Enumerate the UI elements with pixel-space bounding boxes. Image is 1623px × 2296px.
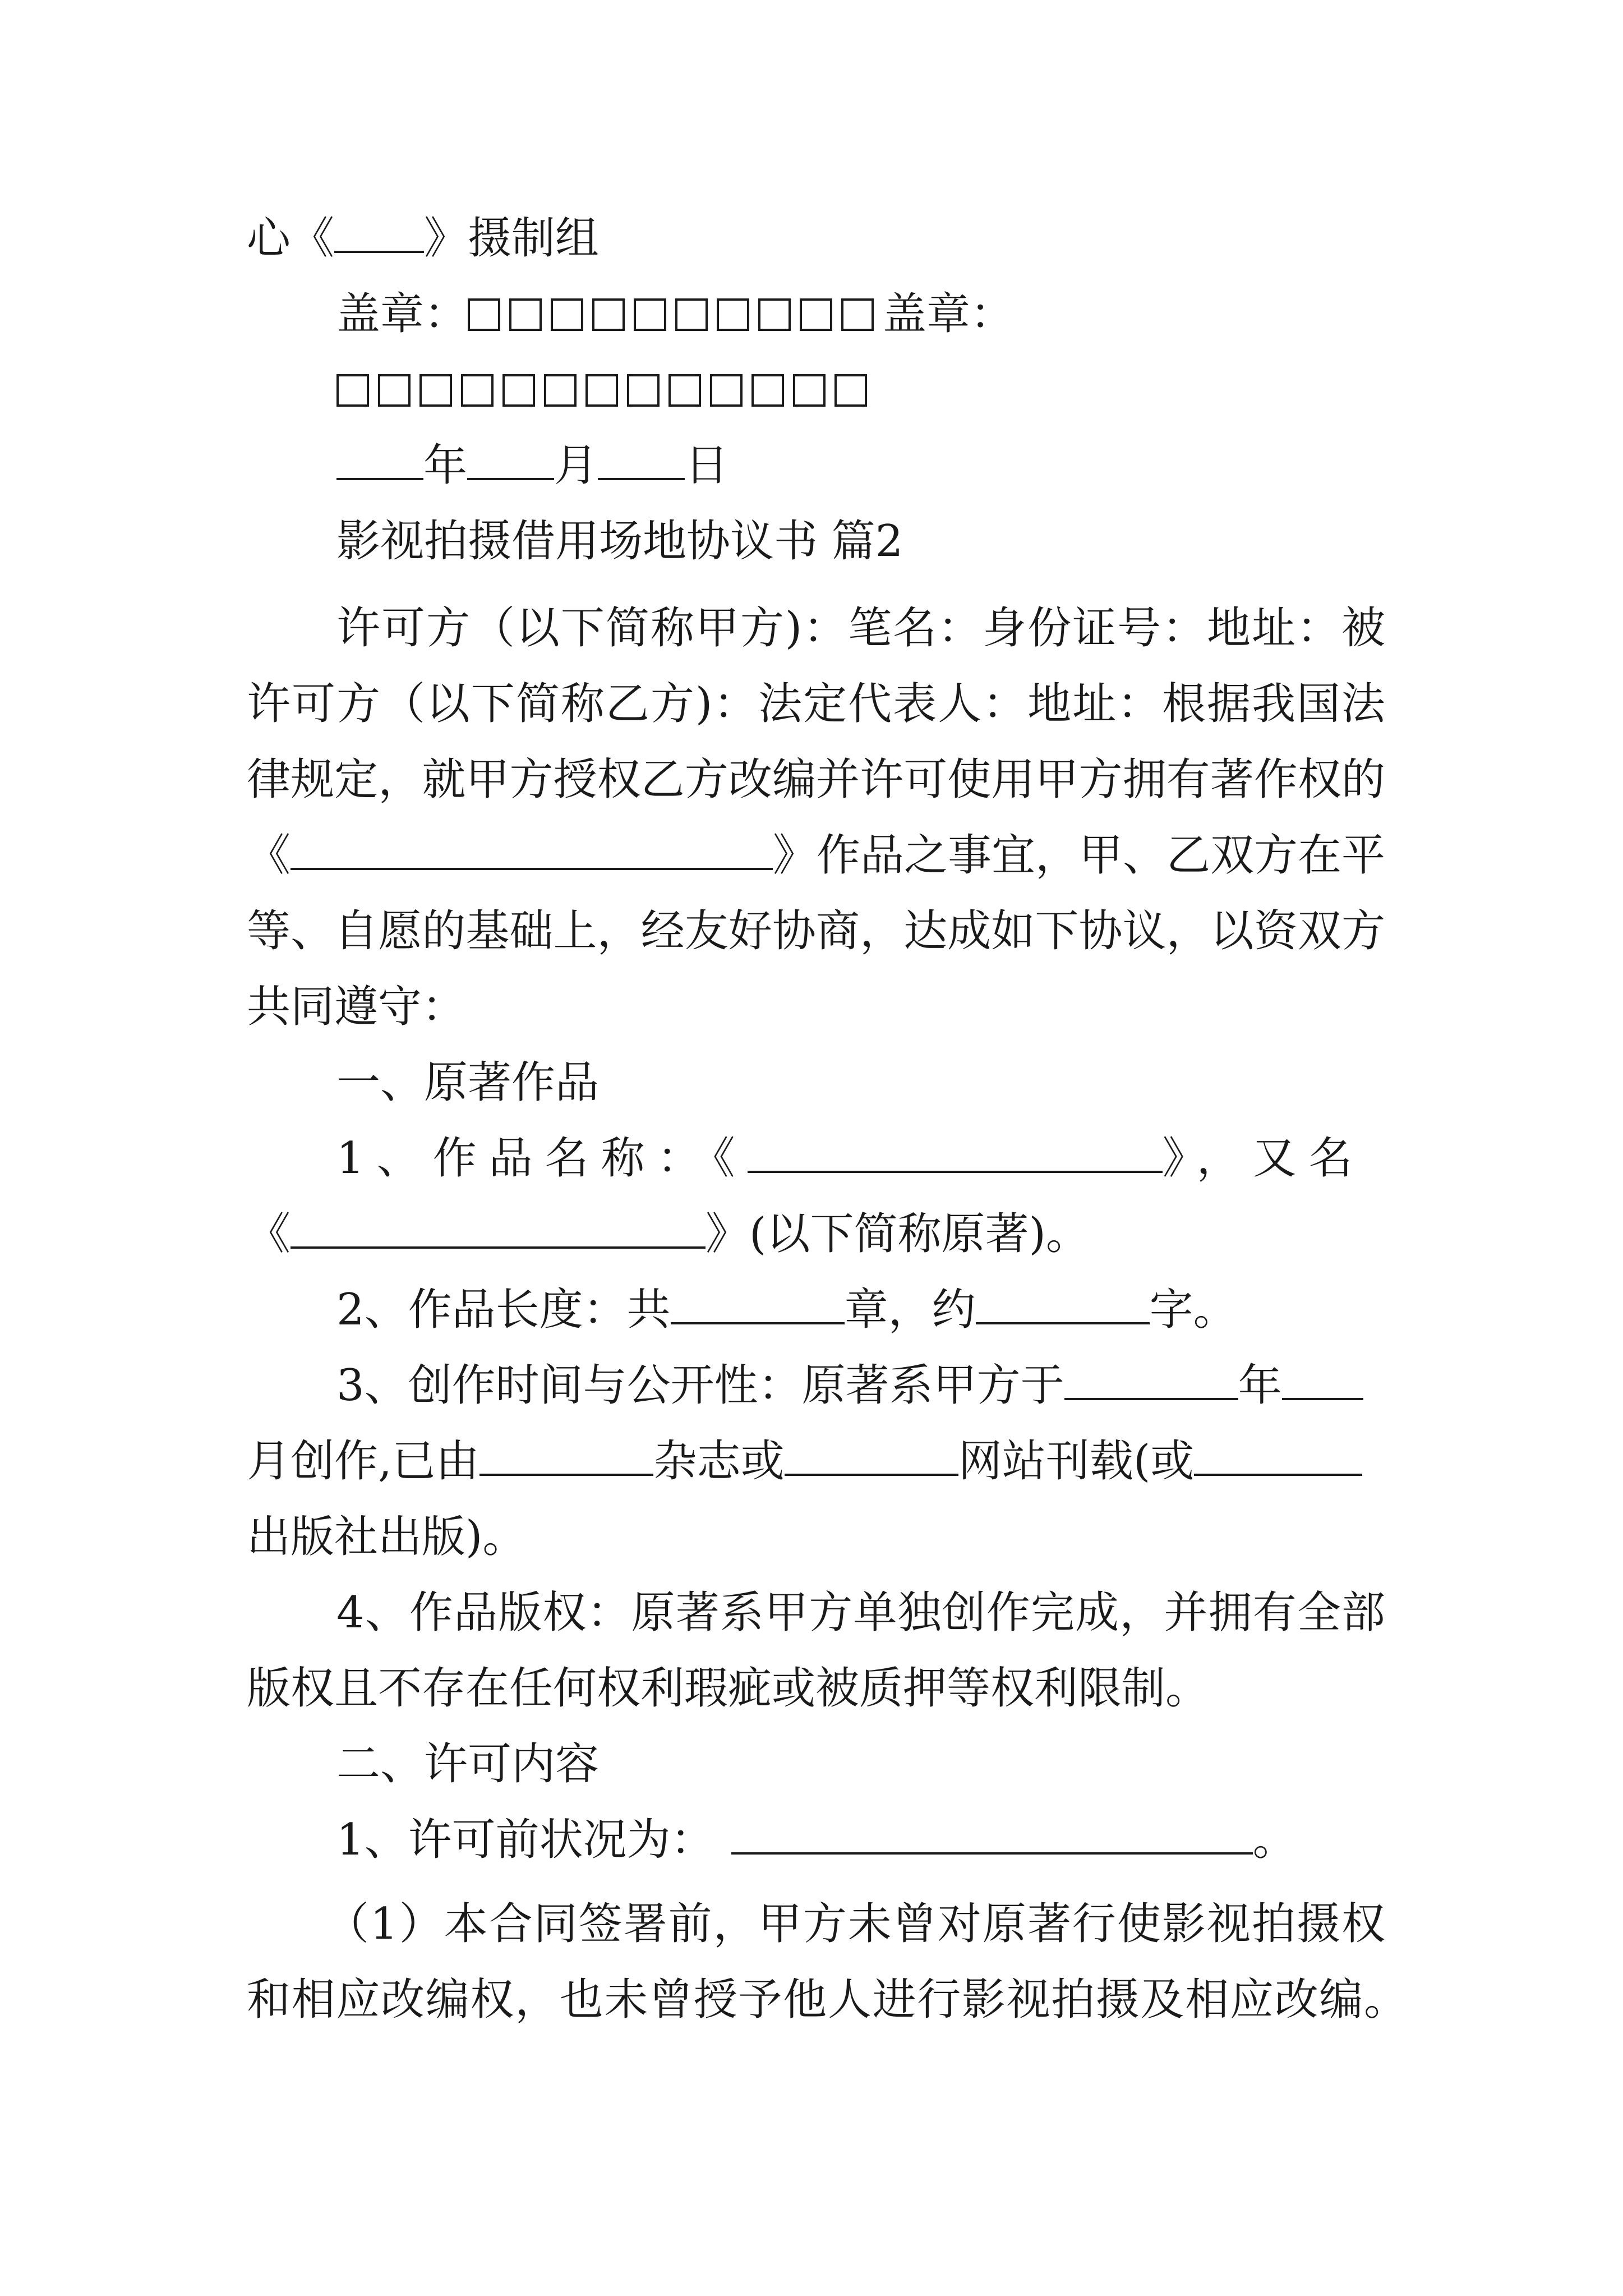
paragraph-line: 月创作,已由 杂志或 网站刊载(或 (247, 1433, 1385, 1489)
line-box-row (336, 362, 1385, 418)
blank-field (291, 1207, 706, 1249)
blank-field (336, 439, 423, 480)
blank-field (671, 1283, 845, 1324)
blank-field (1282, 1359, 1363, 1400)
paragraph-line: 和相应改编权，也未曾授予他人进行影视拍摄及相应改编。 (247, 1975, 1408, 2025)
blank-field (731, 1813, 1253, 1855)
line-seal: 盖章： 盖章： (336, 289, 1015, 339)
box-glyph (675, 298, 708, 331)
section-heading: 影视拍摄借用场地协议书 篇2 (336, 516, 903, 567)
box-glyph (751, 374, 784, 407)
blank-field (291, 829, 773, 870)
blank-field (785, 1434, 958, 1476)
box-glyph (841, 298, 874, 331)
box-glyph (468, 298, 500, 331)
box-glyph (592, 298, 625, 331)
paragraph-line: 许可方（以下简称甲方)：笔名：身份证号：地址：被 (336, 603, 1385, 654)
box-glyph (509, 298, 542, 331)
box-glyph (634, 298, 666, 331)
blank-field (334, 211, 424, 253)
blank-field (976, 1283, 1150, 1324)
paragraph-line: 1、作品名称：《 》，又名 (336, 1130, 1385, 1186)
paragraph-line: 1、许可前状况为： 。 (336, 1812, 1385, 1868)
paragraph-line: 许可方（以下简称乙方)：法定代表人：地址：根据我国法 (247, 679, 1385, 729)
box-glyph (800, 298, 832, 331)
paragraph-line: 共同遵守： (247, 982, 466, 1032)
box-glyph (585, 374, 618, 407)
blank-field (479, 1434, 653, 1476)
line-production-group: 心《 》摄制组 (247, 210, 1385, 266)
paragraph-line: （1）本合同签署前，甲方未曾对原著行使影视拍摄权 (325, 1899, 1385, 1949)
paragraph-line: 《 》(以下简称原著)。 (247, 1206, 1385, 1262)
box-glyph (544, 374, 577, 407)
box-glyph (336, 374, 369, 407)
paragraph-line: 等、自愿的基础上，经友好协商，达成如下协议，以资双方 (247, 906, 1385, 956)
box-glyph (551, 298, 583, 331)
box-glyph (793, 374, 826, 407)
section-heading: 二、许可内容 (336, 1739, 600, 1789)
box-glyph (378, 374, 411, 407)
paragraph-line: 出版社出版)。 (247, 1512, 527, 1562)
box-glyph (710, 374, 743, 407)
box-glyph (758, 298, 791, 331)
box-glyph (668, 374, 701, 407)
box-glyph (627, 374, 660, 407)
blank-field (1194, 1434, 1362, 1476)
blank-field (598, 439, 685, 480)
blank-field (748, 1131, 1163, 1173)
paragraph-line: 2、作品长度：共 章，约 字。 (336, 1282, 1385, 1338)
paragraph-line: 版权且不存在任何权利瑕疵或被质押等权利限制。 (247, 1663, 1210, 1714)
section-heading: 一、原著作品 (336, 1057, 600, 1108)
blank-field (467, 439, 554, 480)
line-date: 年 月 日 (336, 438, 1385, 494)
box-glyph (461, 374, 494, 407)
paragraph-line: 《 》作品之事宜，甲、乙双方在平 (247, 827, 1385, 884)
paragraph-line: 律规定，就甲方授权乙方改编并许可使用甲方拥有著作权的 (247, 754, 1385, 805)
box-glyph (419, 374, 452, 407)
box-glyph (834, 374, 867, 407)
box-row (468, 289, 883, 339)
blank-field (1064, 1359, 1238, 1400)
paragraph-line: 3、创作时间与公开性：原著系甲方于 年 (336, 1358, 1385, 1414)
paragraph-line: 4、作品版权：原著系甲方单独创作完成，并拥有全部 (336, 1588, 1385, 1638)
box-glyph (717, 298, 749, 331)
box-glyph (502, 374, 535, 407)
